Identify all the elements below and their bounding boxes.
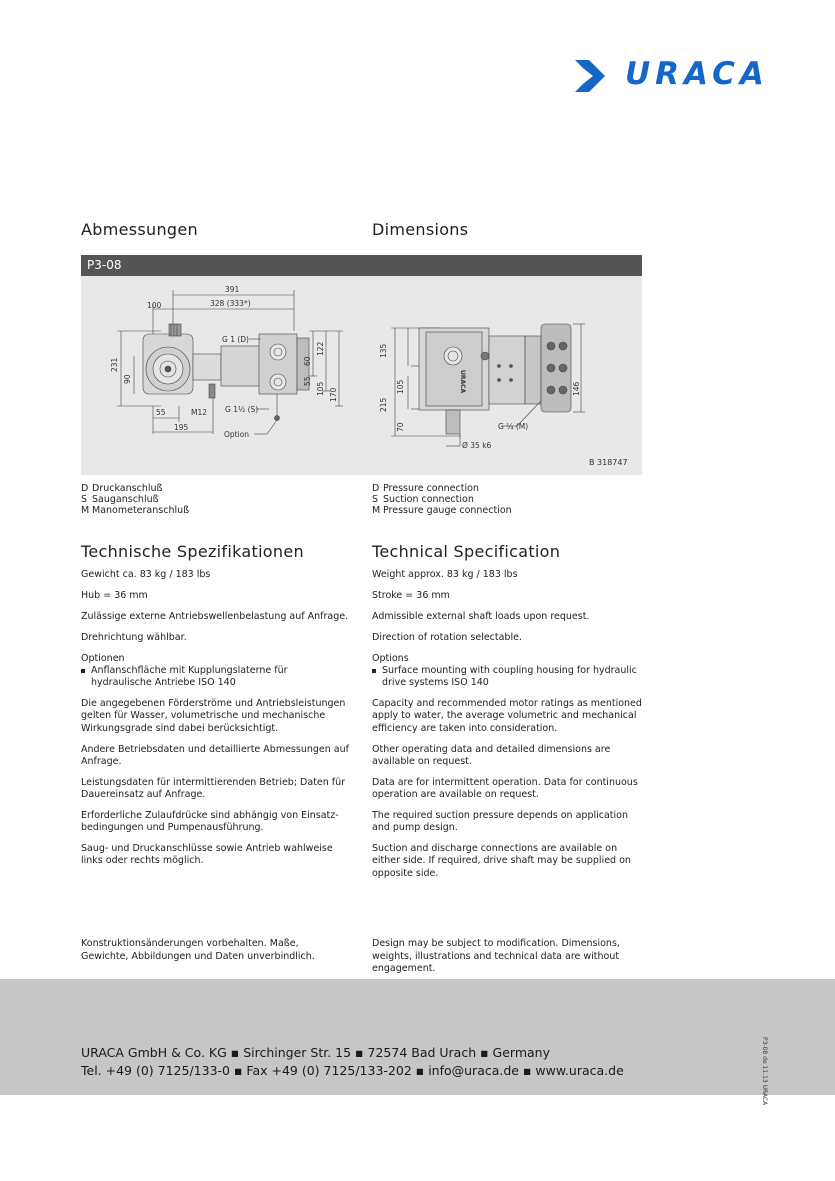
spec-note-1: Die angegebenen Förderströme und Antriebsleistungen gelten für Wasser, volumetrische und mechanische Wirkungsgrade sind dabei berücksichtigt.: [81, 698, 346, 734]
dim-60: 60: [303, 356, 312, 366]
dimension-drawing: [81, 276, 642, 475]
spec-stroke: Stroke = 36 mm: [372, 589, 450, 601]
footnote-de: Konstruktionsänderungen vorbehalten. Maße, Gewichte, Abbildungen und Daten unverbindlich.: [81, 938, 315, 962]
heading-specs-en: Technical Specification: [372, 542, 561, 561]
spec-note-2: Andere Betriebsdaten und detaillierte Abmessungen auf Anfrage.: [81, 743, 349, 767]
brand-small: URACA: [459, 370, 466, 394]
dim-231: 231: [110, 357, 119, 372]
drawing-reference: B 318747: [589, 458, 628, 467]
label-g112-s: G 1½ (S): [225, 405, 259, 414]
spec-options-title: Options: [372, 652, 409, 664]
label-shaft: Ø 35 k6: [462, 441, 492, 450]
dim-328: 328 (333*): [210, 299, 251, 308]
spec-options-list: [81, 665, 351, 690]
spec-note-5: Saug- und Druckanschlüsse sowie Antrieb wahlweise links oder rechts möglich.: [81, 843, 333, 867]
dim-90: 90: [123, 374, 132, 384]
heading-dimensions-en: Dimensions: [372, 220, 469, 239]
footer-doc-code: P3-08 de 11.13 URACA: [761, 1037, 768, 1106]
dim-391: 391: [225, 285, 240, 294]
spec-options-title: Optionen: [81, 652, 125, 664]
spec-shaft: Zulässige externe Antriebswellenbelastung auf Anfrage.: [81, 610, 349, 622]
model-band: [81, 255, 642, 276]
spec-note-1: Capacity and recommended motor ratings as mentioned apply to water, the average volumetric and mechanical efficiency are taken into consideration.: [372, 698, 642, 734]
label-g1-d: G 1 (D): [222, 335, 249, 344]
dim-55: 55: [156, 408, 166, 417]
label-g14-m: G ¼ (M): [498, 422, 529, 431]
legend-item: S Suction connection: [372, 494, 474, 505]
heading-specs-de: Technische Spezifikationen: [81, 542, 304, 561]
legend-item: M Pressure gauge connection: [372, 505, 512, 516]
spec-note-3: Leistungsdaten für intermittierenden Betrieb; Daten für Dauereinsatz auf Anfrage.: [81, 776, 346, 801]
model-label: P3-08: [87, 258, 122, 272]
footer: [0, 979, 835, 1106]
dim-146: 146: [572, 381, 581, 396]
legend-item: S Sauganschluß: [81, 494, 159, 505]
spec-shaft: Admissible external shaft loads upon request.: [372, 610, 590, 622]
dim-215: 215: [379, 397, 388, 412]
spec-note-4: The required suction pressure depends on application and pump design.: [372, 809, 629, 834]
footer-contact: Tel. +49 (0) 7125/133-0 ▪ Fax +49 (0) 7125/133-202 ▪ info@uraca.de ▪ www.uraca.de: [81, 1063, 624, 1078]
spec-note-2: Other operating data and detailed dimensions are available on request.: [372, 743, 611, 767]
dim-100: 100: [147, 301, 162, 310]
spec-note-3: Data are for intermittent operation. Data for continuous operation are available on request.: [372, 776, 638, 801]
dim-135: 135: [379, 343, 388, 358]
spec-weight: Weight approx. 83 kg / 183 lbs: [372, 569, 518, 580]
label-option: Option: [224, 430, 250, 439]
front-view: [391, 324, 585, 446]
uraca-logo-wordmark: URACA: [625, 56, 769, 92]
legend-item: M Manometeranschluß: [81, 505, 190, 516]
legend-item: D Druckanschluß: [81, 483, 163, 494]
spec-option-item: Surface mounting with coupling housing for hydraulic drive systems ISO 140: [372, 665, 647, 690]
spec-option-item: Anflanschfläche mit Kupplungslaterne für hydraulische Antriebe ISO 140: [81, 665, 351, 690]
spec-rotation: Drehrichtung wählbar.: [81, 631, 187, 643]
pump-drawing-svg: [81, 276, 642, 475]
footnote-en: Design may be subject to modification. Dimensions, weights, illustrations and technical data are without engagement.: [372, 938, 620, 974]
dim-55b: 55: [303, 376, 312, 386]
heading-dimensions-de: Abmessungen: [81, 220, 198, 239]
spec-options-list: [372, 665, 647, 690]
dim-195: 195: [174, 423, 189, 432]
footer-address: URACA GmbH & Co. KG ▪ Sirchinger Str. 15 ▪ 72574 Bad Urach ▪ Germany: [81, 1045, 551, 1060]
spec-stroke: Hub = 36 mm: [81, 589, 148, 601]
legend-de: [81, 483, 189, 516]
dim-105: 105: [316, 381, 325, 396]
uraca-logo: [575, 58, 790, 94]
spec-weight: Gewicht ca. 83 kg / 183 lbs: [81, 569, 211, 580]
spec-rotation: Direction of rotation selectable.: [372, 631, 522, 643]
dim-170: 170: [329, 387, 338, 402]
dim-m12: M12: [191, 408, 208, 417]
uraca-logo-mark-icon: [575, 60, 609, 92]
legend-item: D Pressure connection: [372, 483, 479, 494]
spec-note-4: Erforderliche Zulaufdrücke sind abhängig von Einsatzbedingungen und Pumpenausführung.: [81, 809, 339, 834]
specs-en: [372, 569, 647, 889]
spec-note-5: Suction and discharge connections are available on either side. If required, drive shaft may be supplied on opposite side.: [372, 843, 631, 879]
dim-122: 122: [316, 341, 325, 356]
legend-en: [372, 483, 512, 516]
specs-de: [81, 569, 351, 876]
dim-105-front: 105: [396, 379, 405, 394]
dim-70: 70: [396, 422, 405, 432]
